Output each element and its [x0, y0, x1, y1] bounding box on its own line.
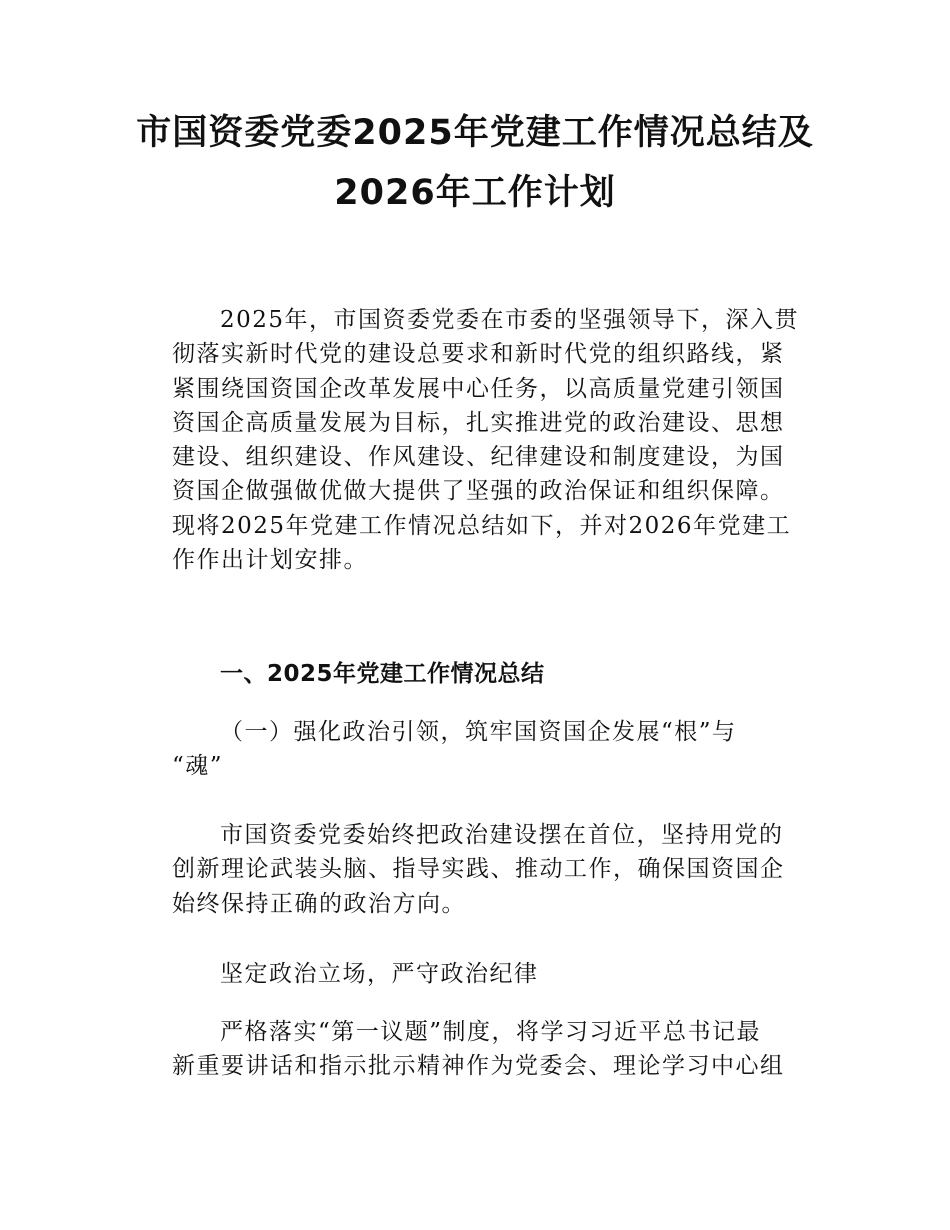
paragraph-line: 创新理论武装头脑、指导实践、推动工作，确保国资国企 [172, 856, 785, 883]
intro-line: 资国企高质量发展为目标，扎实推进党的政治建设、思想 [172, 409, 785, 436]
paragraph-line: 始终保持正确的政治方向。 [172, 890, 466, 917]
section-heading: 一、2025年党建工作情况总结 [220, 661, 545, 687]
intro-line: 彻落实新时代党的建设总要求和新时代党的组织路线，紧 [172, 341, 785, 368]
intro-line: 建设、组织建设、作风建设、纪律建设和制度建设，为国 [172, 444, 785, 471]
subsection-line: （一）强化政治引领，筑牢国资国企发展“根”与 [220, 719, 737, 745]
subheading-block [172, 957, 802, 991]
subheading: 坚定政治立场，严守政治纪律 [220, 961, 539, 987]
body-paragraph [172, 818, 802, 921]
paragraph-line: 市国资委党委始终把政治建设摆在首位，坚持用党的 [220, 822, 784, 848]
paragraph-line: 新重要讲话和指示批示精神作为党委会、理论学习中心组 [172, 1053, 785, 1080]
intro-line: 现将2025年党建工作情况总结如下，并对2026年党建工 [172, 512, 792, 539]
document-title-line-2: 2026年工作计划 [334, 173, 616, 213]
subsection-heading [172, 715, 802, 784]
intro-line: 资国企做强做优做大提供了坚强的政治保证和组织保障。 [172, 478, 785, 505]
intro-line: 作作出计划安排。 [172, 547, 368, 574]
paragraph-line: 严格落实“第一议题”制度，将学习习近平总书记最 [220, 1019, 762, 1045]
document-title-line-1: 市国资委党委2025年党建工作情况总结及 [136, 113, 814, 153]
intro-paragraph [172, 303, 802, 577]
subsection-line: “魂” [172, 753, 224, 780]
intro-line: 2025年，市国资委党委在市委的坚强领导下，深入贯 [220, 307, 800, 333]
body-paragraph [172, 1015, 802, 1084]
intro-line: 紧围绕国资国企改革发展中心任务，以高质量党建引领国 [172, 375, 785, 402]
